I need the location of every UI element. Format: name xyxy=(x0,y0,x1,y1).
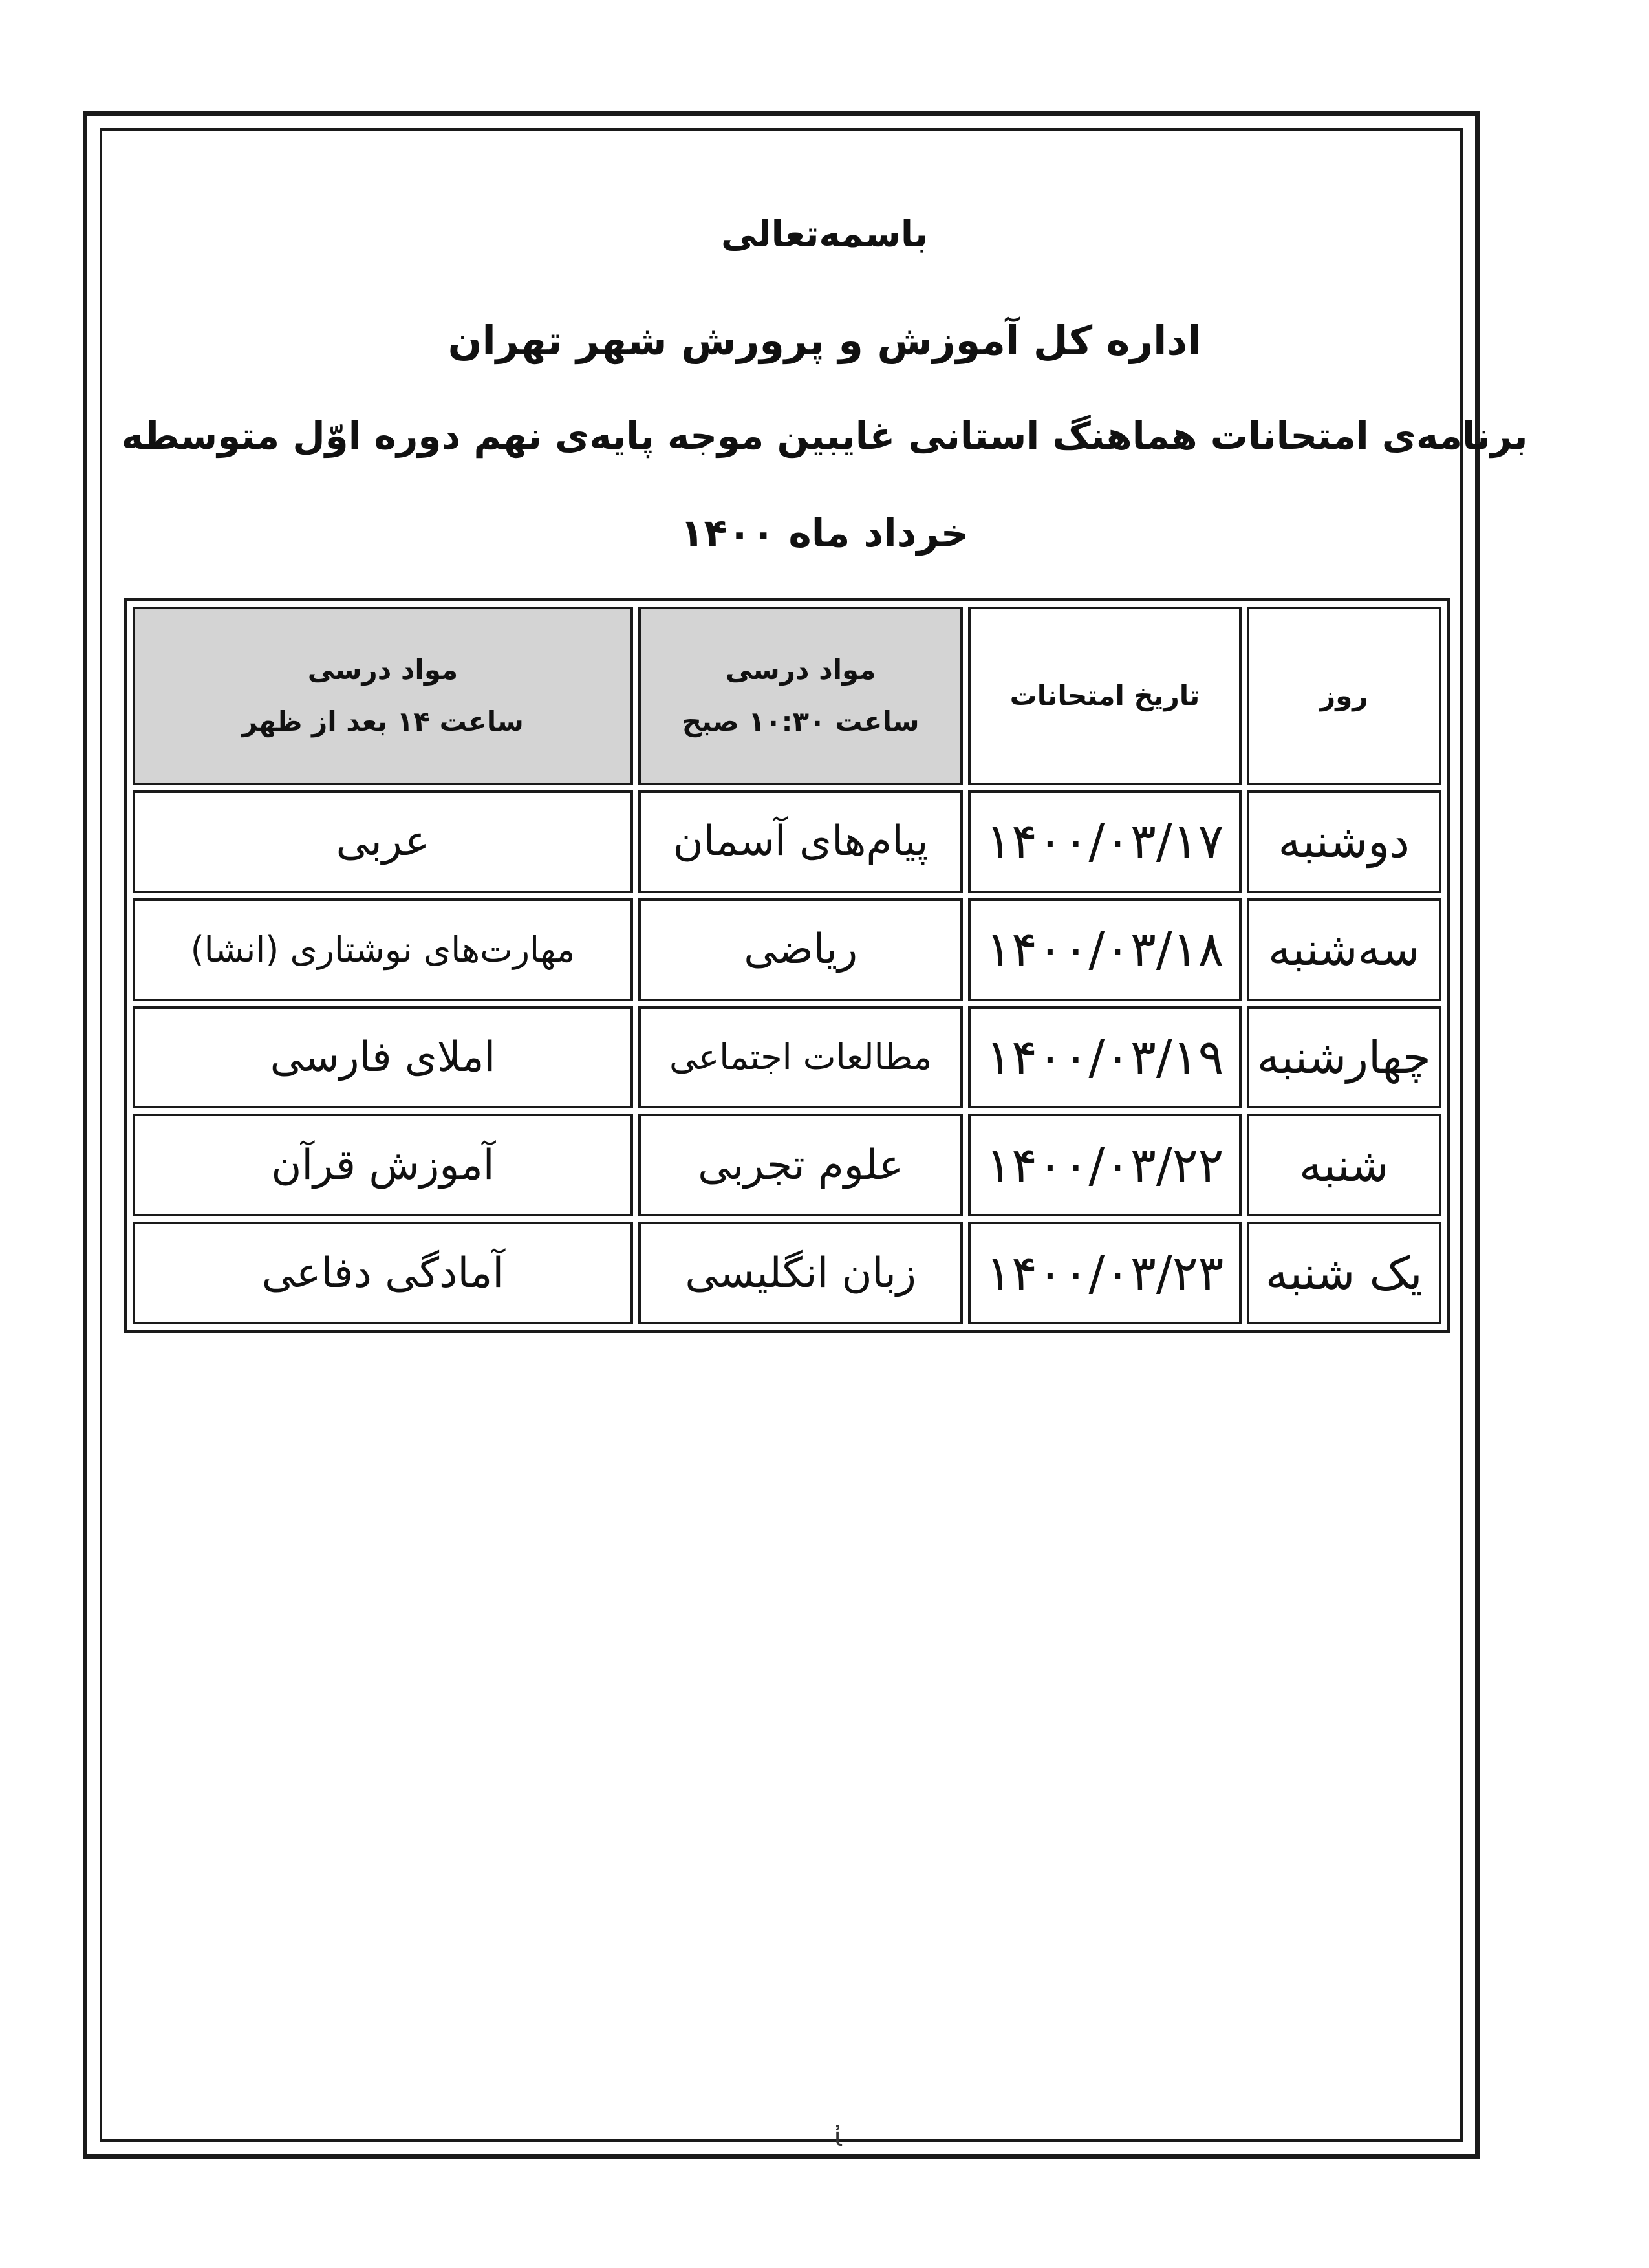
row-afternoon-subject: آمادگی دفاعی xyxy=(133,1222,633,1324)
header-afternoon-title: مواد درسی xyxy=(307,654,458,686)
row-day: دوشنبه xyxy=(1247,790,1442,893)
row-day: چهارشنبه xyxy=(1247,1006,1442,1109)
row-date: ۱۴۰۰/۰۳/۱۸ xyxy=(968,898,1241,1001)
row-day: شنبه xyxy=(1247,1114,1442,1216)
table-row xyxy=(133,898,1441,1001)
table-row xyxy=(133,1114,1441,1216)
row-date: ۱۴۰۰/۰۳/۱۷ xyxy=(968,790,1241,893)
row-morning-subject: مطالعات اجتماعی xyxy=(638,1006,964,1109)
header-morning-title: مواد درسی xyxy=(725,654,876,686)
table-row xyxy=(133,1222,1441,1324)
header-date: تاریخ امتحانات xyxy=(968,607,1241,785)
footer-mark: ἰ xyxy=(834,2122,843,2152)
row-date: ۱۴۰۰/۰۳/۲۲ xyxy=(968,1114,1241,1216)
row-morning-subject: ریاضی xyxy=(638,898,964,1001)
row-day: سه‌شنبه xyxy=(1247,898,1442,1001)
table-row xyxy=(133,1006,1441,1109)
program-title-heading: برنامه‌ی امتحانات هماهنگ استانی غایبین موجه پایه‌ی نهم دوره اوّل متوسطه xyxy=(121,414,1528,458)
header-morning-subjects xyxy=(638,607,964,785)
header-morning-time: ساعت ۱۰:۳۰ صبح xyxy=(682,706,920,737)
row-afternoon-subject: عربی xyxy=(133,790,633,893)
period-heading: خرداد ماه ۱۴۰۰ xyxy=(680,511,969,556)
row-afternoon-subject: مهارت‌های نوشتاری (انشا) xyxy=(133,898,633,1001)
row-morning-subject: زبان انگلیسی xyxy=(638,1222,964,1324)
header-afternoon-subjects xyxy=(133,607,633,785)
organization-heading: اداره کل آموزش و پرورش شهر تهران xyxy=(447,317,1202,364)
header-day: روز xyxy=(1247,607,1442,785)
header-afternoon-time: ساعت ۱۴ بعد از ظهر xyxy=(242,706,524,737)
basmala-heading: باسمه‌تعالی xyxy=(721,213,928,255)
table-header-row xyxy=(133,607,1441,785)
exam-schedule-table xyxy=(124,598,1450,1333)
row-morning-subject: علوم تجربی xyxy=(638,1114,964,1216)
row-afternoon-subject: آموزش قرآن xyxy=(133,1114,633,1216)
row-afternoon-subject: املای فارسی xyxy=(133,1006,633,1109)
row-day: یک شنبه xyxy=(1247,1222,1442,1324)
row-date: ۱۴۰۰/۰۳/۲۳ xyxy=(968,1222,1241,1324)
row-date: ۱۴۰۰/۰۳/۱۹ xyxy=(968,1006,1241,1109)
row-morning-subject: پیام‌های آسمان xyxy=(638,790,964,893)
table-row xyxy=(133,790,1441,893)
